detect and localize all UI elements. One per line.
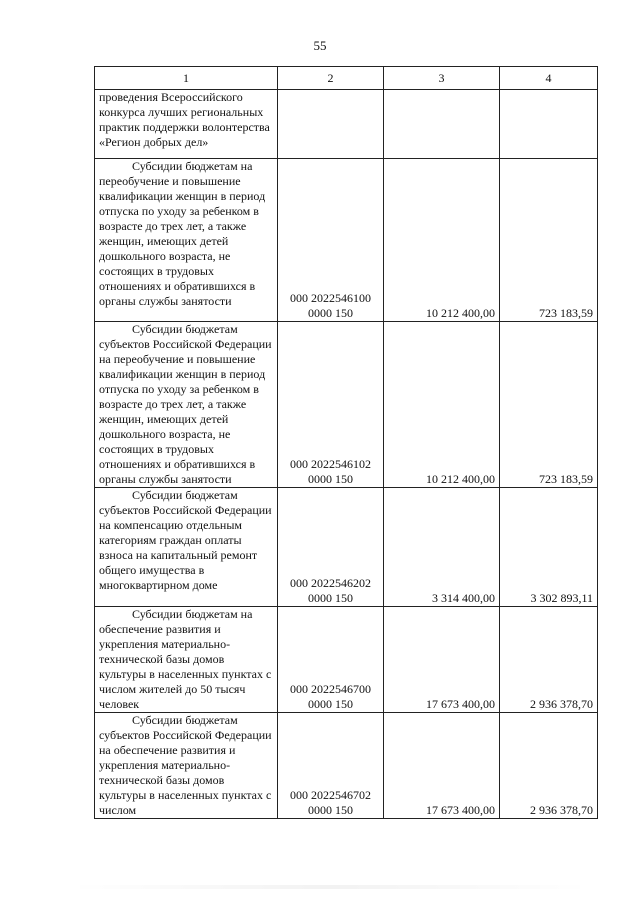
row-code: 000 2022546702 0000 150 [278,713,384,819]
row-code: 000 2022546102 0000 150 [278,322,384,488]
row-code [278,90,384,159]
row-description-text: Субсидии бюджетам на переобучение и повышение квалификации женщин в период отпуска по уходу за ребенком в возрасте до трех лет, а также женщин, имеющих детей дошкольного возраста, не состоящих в трудовых отношениях и обратившихся в органы службы занятости [99,159,266,308]
row-description-text: Субсидии бюджетам субъектов Российской Федерации на переобучение и повышение квалификации женщин в период отпуска по уходу за ребенком в возрасте до трех лет, а также женщин, имеющих детей дошкольного возраста, не состоящих в трудовых отношениях и обратившихся в органы службы занятости [99,322,272,486]
row-plan-amount: 17 673 400,00 [384,607,500,713]
column-header-4: 4 [500,67,598,90]
row-description [95,713,278,819]
table-row [95,607,598,713]
row-plan-amount [384,90,500,159]
header-row [95,67,598,90]
table-row [95,90,598,159]
row-description [95,488,278,607]
row-code: 000 2022546202 0000 150 [278,488,384,607]
row-actual-amount: 723 183,59 [500,159,598,322]
column-header-1: 1 [95,67,278,90]
budget-table [94,66,598,819]
row-plan-amount: 3 314 400,00 [384,488,500,607]
column-header-2: 2 [278,67,384,90]
row-plan-amount: 10 212 400,00 [384,322,500,488]
row-description [95,607,278,713]
row-code: 000 2022546700 0000 150 [278,607,384,713]
row-actual-amount: 2 936 378,70 [500,607,598,713]
table-row [95,322,598,488]
row-description-text: Субсидии бюджетам субъектов Российской Федерации на обеспечение развития и укрепления материально-технической базы домов культуры в населенных пунктах с числом [99,713,272,817]
column-header-3: 3 [384,67,500,90]
row-description [95,159,278,322]
row-actual-amount [500,90,598,159]
row-code: 000 2022546100 0000 150 [278,159,384,322]
row-actual-amount: 2 936 378,70 [500,713,598,819]
scan-artifact [70,885,590,889]
row-description-text: проведения Всероссийского конкурса лучших региональных практик поддержки волонтерства «Регион добрых дел» [99,90,270,149]
row-actual-amount: 723 183,59 [500,322,598,488]
table-row [95,159,598,322]
row-plan-amount: 10 212 400,00 [384,159,500,322]
table-header [95,67,598,90]
page-number: 55 [313,38,327,53]
row-description-text: Субсидии бюджетам субъектов Российской Федерации на компенсацию отдельным категориям граждан оплаты взноса на капитальный ремонт общего имущества в многоквартирном доме [99,488,272,592]
table-body [95,90,598,819]
table-row [95,713,598,819]
row-description [95,90,278,159]
table-row [95,488,598,607]
row-actual-amount: 3 302 893,11 [500,488,598,607]
row-description [95,322,278,488]
row-description-text: Субсидии бюджетам на обеспечение развития и укрепления материально-технической базы домов культуры в населенных пунктах с числом жителей до 50 тысяч человек [99,607,272,711]
row-plan-amount: 17 673 400,00 [384,713,500,819]
